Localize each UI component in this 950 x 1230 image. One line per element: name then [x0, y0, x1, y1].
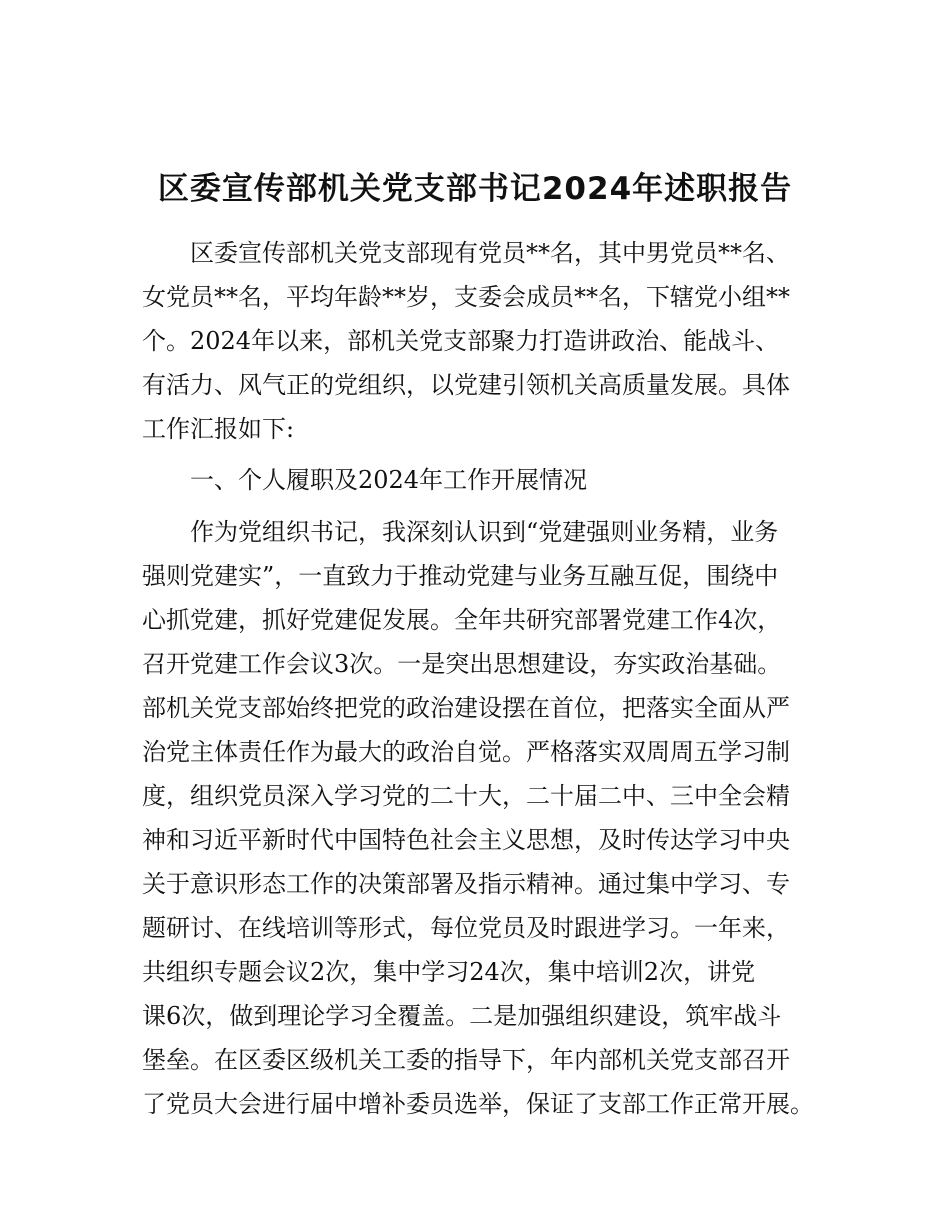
intro-line: 区委宣传部机关党支部现有党员**名，其中男党员**名、 — [190, 239, 790, 267]
document-title: 区委宣传部机关党支部书记2024年述职报告 — [157, 171, 793, 207]
body-line: 题研讨、在线培训等形式，每位党员及时跟进学习。一年来， — [142, 914, 790, 942]
body-line: 课6次，做到理论学习全覆盖。二是加强组织建设，筑牢战斗 — [142, 1002, 782, 1030]
intro-line: 有活力、风气正的党组织，以党建引领机关高质量发展。具体 — [142, 371, 790, 399]
body-line: 作为党组织书记，我深刻认识到“党建强则业务精，业务 — [190, 518, 779, 546]
body-line: 治党主体责任作为最大的政治自觉。严格落实双周周五学习制 — [142, 738, 790, 766]
intro-line: 工作汇报如下: — [142, 415, 295, 443]
body-line: 度，组织党员深入学习党的二十大，二十届二中、三中全会精 — [142, 782, 790, 810]
body-line: 神和习近平新时代中国特色社会主义思想，及时传达学习中央 — [142, 826, 790, 854]
body-line: 了党员大会进行届中增补委员选举，保证了支部工作正常开展。 — [142, 1090, 814, 1118]
body-line: 堡垒。在区委区级机关工委的指导下，年内部机关党支部召开 — [142, 1046, 790, 1074]
body-line: 召开党建工作会议3次。一是突出思想建设，夯实政治基础。 — [142, 650, 782, 678]
body-line: 心抓党建，抓好党建促发展。全年共研究部署党建工作4次， — [142, 606, 782, 634]
body-line: 部机关党支部始终把党的政治建设摆在首位，把落实全面从严 — [142, 694, 790, 722]
body-line: 共组织专题会议2次，集中学习24次，集中培训2次，讲党 — [142, 958, 756, 986]
body-line: 关于意识形态工作的决策部署及指示精神。通过集中学习、专 — [142, 870, 790, 898]
intro-line: 个。2024年以来，部机关党支部聚力打造讲政治、能战斗、 — [142, 327, 780, 355]
intro-line: 女党员**名，平均年龄**岁，支委会成员**名，下辖党小组** — [142, 283, 790, 311]
section-heading: 一、个人履职及2024年工作开展情况 — [190, 466, 588, 494]
body-line: 强则党建实”，一直致力于推动党建与业务互融互促，围绕中 — [142, 562, 779, 590]
